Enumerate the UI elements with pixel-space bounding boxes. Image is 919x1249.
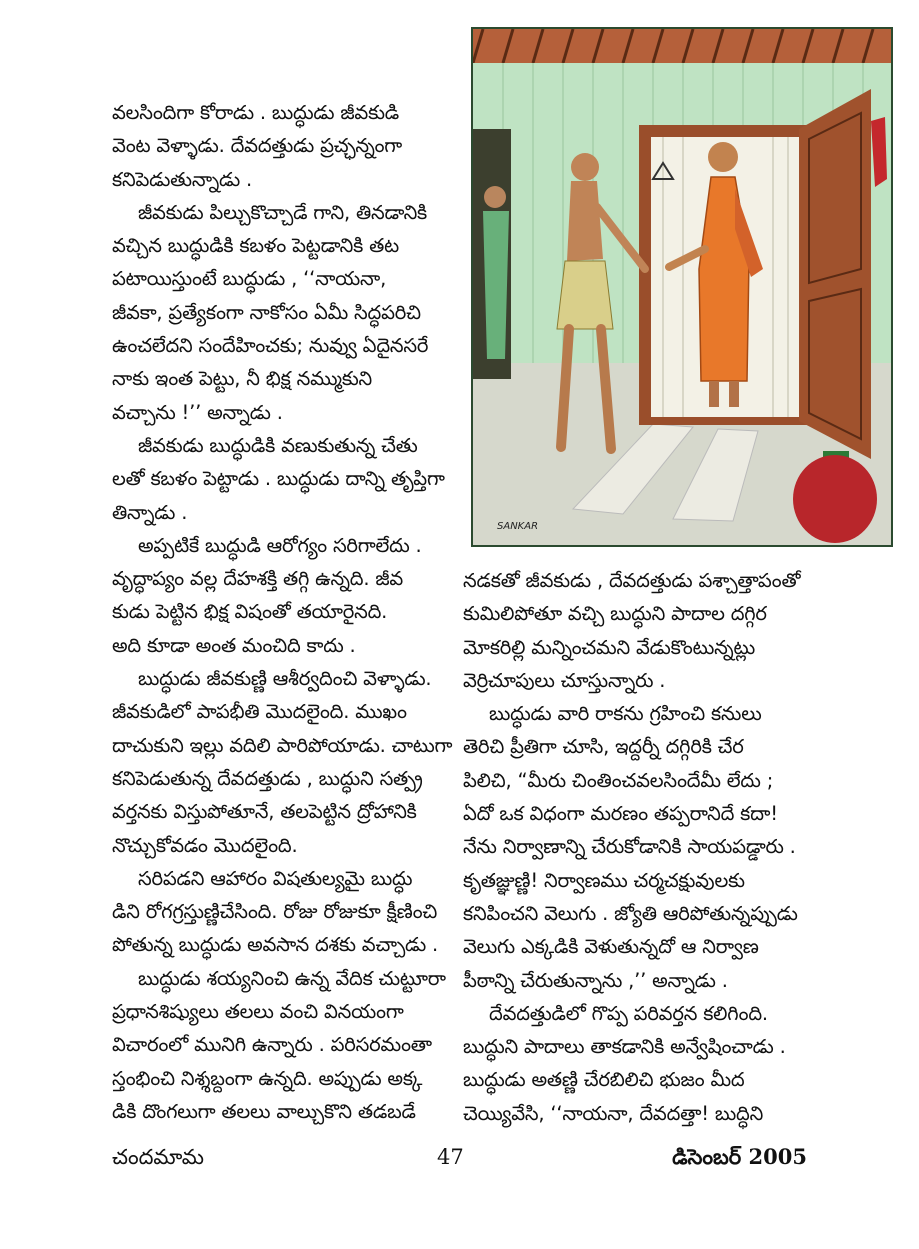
issue-date: డిసెంబర్ 2005: [672, 1144, 807, 1169]
magazine-name: చందమామ: [112, 1145, 204, 1169]
text-line: బుద్ధుడు అతణ్ణి చేరబిలిచి భుజం మీద: [463, 1068, 745, 1092]
artist-signature: SANKAR: [497, 521, 539, 532]
text-line: పీఠాన్ని చేరుతున్నాను ,’’ అన్నాడు .: [463, 968, 728, 992]
text-line: అప్పటికే బుద్ధుడి ఆరోగ్యం సరిగాలేదు .: [138, 533, 422, 557]
text-line: పోతున్న బుద్ధుడు అవసాన దశకు వచ్చాడు .: [112, 933, 439, 957]
text-line: మోకరిల్లి మన్నించమని వేడుకొంటున్నట్లు: [463, 635, 756, 659]
text-line: డికి దొంగలుగా తలలు వాల్చుకొని తడబడే: [112, 1099, 416, 1123]
story-illustration: [471, 27, 893, 547]
text-line: జీవకుడు పిల్చుకొచ్చాడే గాని, తినడానికి: [138, 200, 428, 224]
text-line: స్తంభించి నిశ్శబ్దంగా ఉన్నది. అప్పుడు అక్క: [112, 1066, 423, 1090]
text-line: దాచుకుని ఇల్లు వదిలి పారిపోయాడు. చాటుగా: [112, 733, 453, 757]
pot: [793, 455, 877, 543]
left-text-column: [112, 96, 457, 1128]
text-line: నొచ్చుకోవడం మొదలైంది.: [112, 833, 298, 857]
text-line: వచ్చిన బుద్ధుడికి కబళం పెట్టడానికి తట: [112, 234, 399, 258]
text-line: ప్రధానశిష్యులు తలలు వంచి వినయంగా: [112, 1000, 404, 1024]
text-line: తిన్నాడు .: [112, 500, 188, 524]
text-line: ఉంచలేదని సందేహించకు; నువ్వు ఏదైనసరే: [112, 334, 429, 358]
text-line: కృతజ్ఞుణ్ణి! నిర్వాణము చర్మచక్షువులకు: [463, 868, 745, 892]
text-line: జీవకా, ప్రత్యేకంగా నాకోసం ఏమీ సిద్ధపరిచి: [112, 300, 421, 324]
text-line: తెరిచి ప్రీతిగా చూసి, ఇద్దర్నీ దగ్గిరికి చేర: [463, 735, 744, 759]
text-line: వెలుగు ఎక్కడికి వెళుతున్నదో ఆ నిర్వాణ: [463, 935, 759, 959]
text-line: వెర్రిచూపులు చూస్తున్నారు .: [463, 668, 666, 692]
text-line: దేవదత్తుడిలో గొప్ప పరివర్తన కలిగింది.: [489, 1001, 768, 1025]
jeevaka-dhoti: [557, 261, 613, 329]
text-line: వలసిందిగా కోరాడు . బుద్ధుడు జీవకుడి: [112, 101, 400, 124]
text-line: కనిపెడుతున్నాడు .: [112, 167, 252, 191]
text-line: నడకతో జీవకుడు , దేవదత్తుడు పశ్చాత్తాపంతో: [463, 569, 801, 592]
text-line: వెంట వెళ్ళాడు. దేవదత్తుడు ప్రచ్ఛన్నంగా: [112, 134, 403, 158]
text-line: కనిపించని వెలుగు . జ్యోతి ఆరిపోతున్నప్పుడు: [463, 901, 798, 925]
text-line: వర్తనకు విస్తుపోతూనే, తలపెట్టిన ద్రోహానికి: [112, 800, 417, 824]
right-text-column: [463, 564, 808, 1130]
text-line: జీవకుడిలో పాపభీతి మొదలైంది. ముఖం: [112, 700, 407, 724]
text-line: పిలిచి, “మీరు చింతించవలసిందేమీ లేదు ;: [463, 768, 774, 792]
text-line: జీవకుడు బుద్ధుడికి వణుకుతున్న చేతు: [138, 433, 418, 457]
text-line: నేను నిర్వాణాన్ని చేరుకోడానికి సాయపడ్డారు .: [463, 835, 796, 859]
text-line: నాకు ఇంత పెట్టు, నీ భిక్ష నమ్ముకుని: [112, 367, 373, 391]
text-line: లతో కబళం పెట్టాడు . బుద్ధుడు దాన్ని తృప్తిగా: [112, 467, 445, 491]
page-number: 47: [437, 1145, 464, 1169]
text-line: డిని రోగగ్రస్తుణ్ణిచేసింది. రోజు రోజుకూ క్షీణించి: [112, 900, 438, 924]
text-line: అది కూడా అంత మంచిది కాదు .: [112, 633, 356, 657]
text-line: బుద్ధుడు వారి రాకను గ్రహించి కనులు: [489, 702, 762, 726]
text-line: విచారంలో మునిగి ఉన్నారు . పరిసరమంతా: [112, 1033, 432, 1057]
text-line: బుద్ధుడు జీవకుణ్ణి ఆశీర్వదించి వెళ్ళాడు.: [138, 667, 432, 691]
text-line: కనిపెడుతున్న దేవదత్తుడు , బుద్ధుని సత్ప్ర: [112, 766, 423, 790]
text-line: పటాయిస్తుంటే బుద్ధుడు , ‘‘నాయనా,: [112, 267, 387, 291]
text-line: కుమిలిపోతూ వచ్చి బుద్ధుని పాదాల దగ్గిర: [463, 602, 767, 626]
text-line: వచ్చాను !’’ అన్నాడు .: [112, 400, 283, 424]
text-line: చెయ్యివేసి, ‘‘నాయనా, దేవదత్తా! బుద్ధిని: [463, 1101, 764, 1125]
text-line: కుడు పెట్టిన భిక్ష విషంతో తయారైనది.: [112, 600, 388, 624]
text-line: సరిపడని ఆహారం విషతుల్యమై బుద్ధు: [138, 866, 413, 890]
text-line: బుద్ధుని పాదాలు తాకడానికి అన్వేషించాడు .: [463, 1035, 786, 1059]
text-line: వృద్ధాప్యం వల్ల దేహశక్తి తగ్గి ఉన్నది. జీవ: [112, 567, 404, 591]
text-line: బుద్ధుడు శయ్యనించి ఉన్న వేదిక చుట్టూరా: [138, 966, 446, 990]
text-line: ఏదో ఒక విధంగా మరణం తప్పరానిదే కదా!: [463, 802, 778, 826]
